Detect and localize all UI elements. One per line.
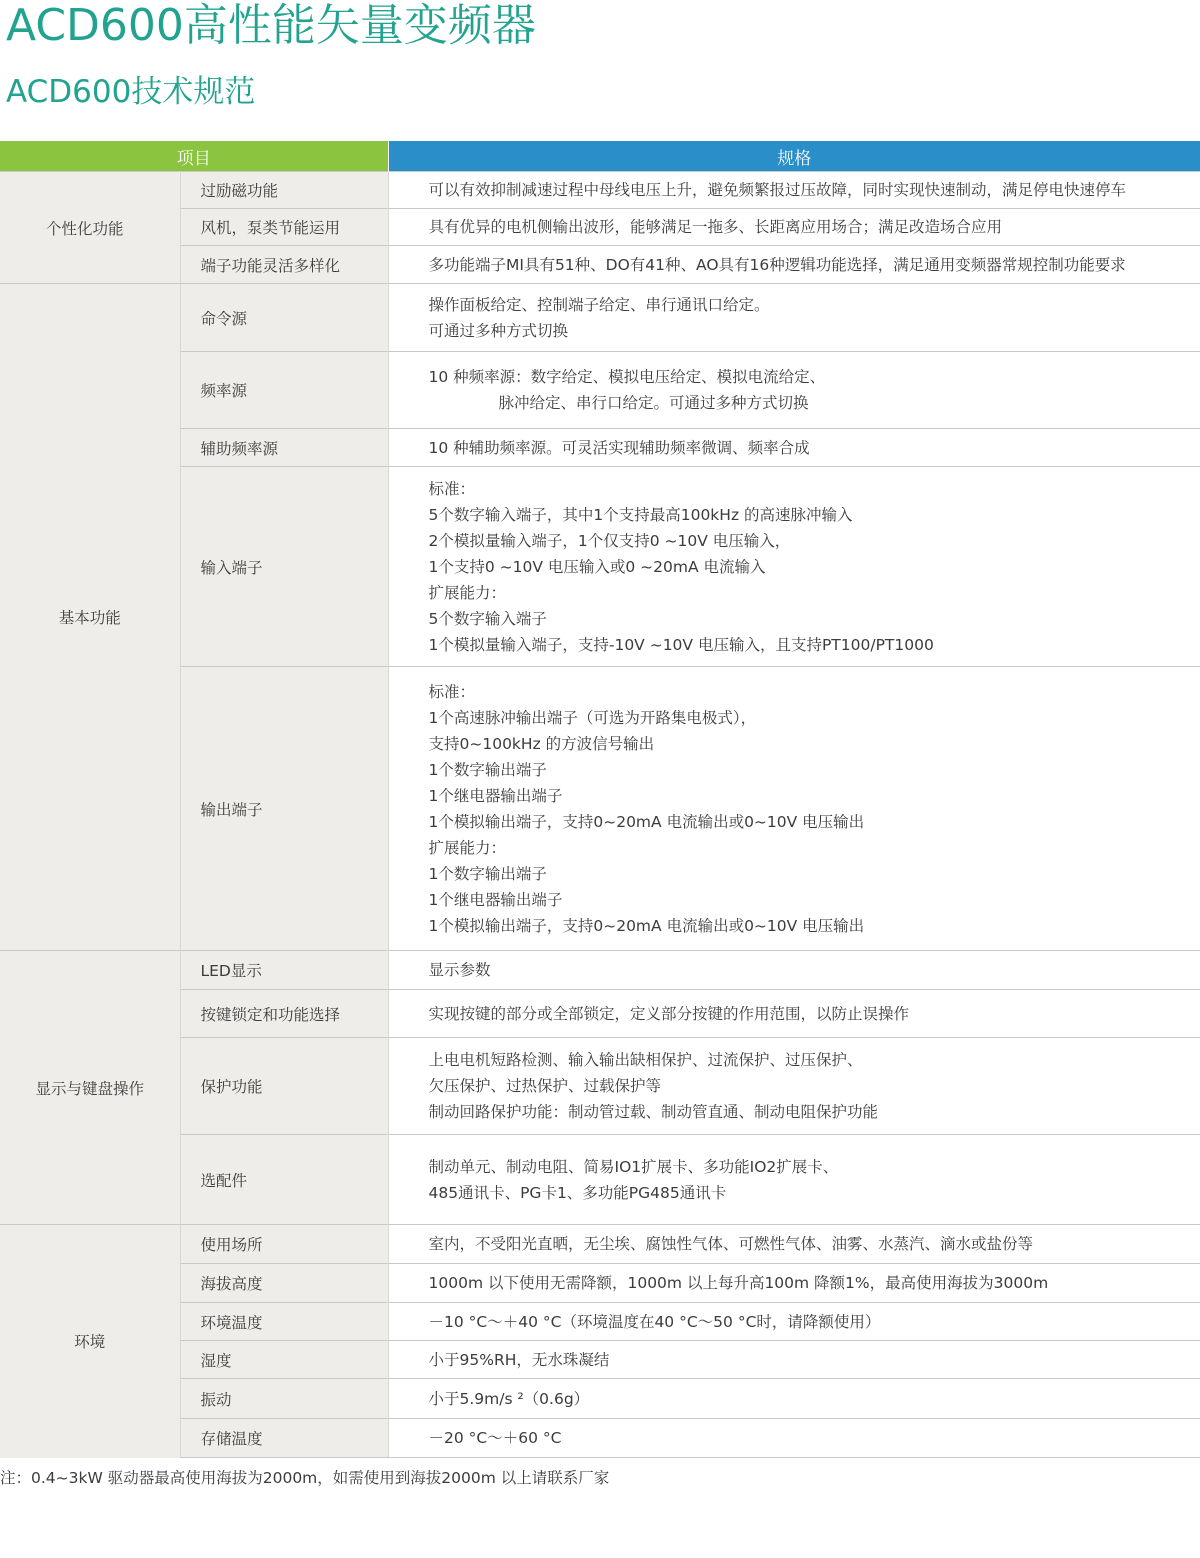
table-row xyxy=(0,246,1200,284)
spec-line: 可通过多种方式切换 xyxy=(428,321,569,340)
spec-line: 2个模拟量输入端子，1个仅支持0 ~10V 电压输入， xyxy=(428,531,791,550)
spec-line: 5个数字输入端子 xyxy=(428,609,547,628)
item-label: 环境温度 xyxy=(180,1303,388,1341)
spec-line: －20 °C～＋60 °C xyxy=(428,1429,562,1447)
spec-line: 1个继电器输出端子 xyxy=(428,786,563,805)
spec-value xyxy=(388,1038,1200,1135)
group-label-personalized-functions: 个性化功能 xyxy=(0,172,180,284)
spec-value xyxy=(388,1264,1200,1303)
table-row xyxy=(0,352,1200,429)
item-label: 使用场所 xyxy=(180,1225,388,1264)
spec-line: 欠压保护、过热保护、过载保护等 xyxy=(428,1077,662,1095)
spec-line: 标准： xyxy=(428,479,476,498)
spec-line: 10 种辅助频率源。可灵活实现辅助频率微调、频率合成 xyxy=(428,438,810,457)
item-label: 频率源 xyxy=(180,352,388,429)
item-label: 输出端子 xyxy=(180,667,388,951)
item-label: 按键锁定和功能选择 xyxy=(180,990,388,1038)
spec-value xyxy=(388,1419,1200,1458)
spec-value xyxy=(388,172,1200,209)
spec-value xyxy=(388,1341,1200,1379)
table-row xyxy=(0,1303,1200,1341)
header-item: 项目 xyxy=(0,141,388,172)
table-row xyxy=(0,667,1200,951)
spec-line: 1个模拟量输入端子，支持-10V ~10V 电压输入，且支持PT100/PT1000 xyxy=(428,635,934,654)
spec-value xyxy=(388,1135,1200,1225)
spec-value xyxy=(388,209,1200,246)
spec-line: 1个模拟输出端子，支持0~20mA 电流输出或0~10V 电压输出 xyxy=(428,916,865,935)
table-header-row xyxy=(0,141,1200,172)
item-label: 输入端子 xyxy=(180,467,388,667)
spec-line: 支持0~100kHz 的方波信号输出 xyxy=(428,734,655,753)
spec-line: 扩展能力： xyxy=(428,583,507,602)
spec-line: 10 种频率源：数字给定、模拟电压给定、模拟电流给定、 xyxy=(428,368,826,386)
spec-line: 扩展能力： xyxy=(428,838,507,857)
footnote: 注：0.4~3kW 驱动器最高使用海拔为2000m，如需使用到海拔2000m 以上请联系厂家 xyxy=(0,1469,610,1487)
table-row xyxy=(0,467,1200,667)
spec-line: 485通讯卡、PG卡1、多功能PG485通讯卡 xyxy=(428,1183,727,1202)
spec-value xyxy=(388,951,1200,990)
spec-value xyxy=(388,352,1200,429)
page-title: ACD600高性能矢量变频器 xyxy=(6,0,536,51)
spec-line: 操作面板给定、控制端子给定、串行通讯口给定。 xyxy=(428,295,770,314)
item-label: 存储温度 xyxy=(180,1419,388,1458)
item-label: 端子功能灵活多样化 xyxy=(180,246,388,284)
table-row xyxy=(0,1264,1200,1303)
item-label: 保护功能 xyxy=(180,1038,388,1135)
table-row xyxy=(0,1038,1200,1135)
spec-line: 1000m 以下使用无需降额，1000m 以上每升高100m 降额1%，最高使用海拔为3000m xyxy=(428,1274,1049,1292)
spec-line: 5个数字输入端子，其中1个支持最高100kHz 的高速脉冲输入 xyxy=(428,505,853,524)
item-label: LED显示 xyxy=(180,951,388,990)
spec-line: 制动单元、制动电阻、简易IO1扩展卡、多功能IO2扩展卡、 xyxy=(428,1157,839,1176)
item-label: 海拔高度 xyxy=(180,1264,388,1303)
spec-value xyxy=(388,1225,1200,1264)
spec-line: 1个支持0 ~10V 电压输入或0 ~20mA 电流输入 xyxy=(428,557,766,576)
table-row xyxy=(0,1135,1200,1225)
table-row xyxy=(0,1379,1200,1419)
spec-value xyxy=(388,467,1200,667)
spec-value xyxy=(388,246,1200,284)
spec-line: 显示参数 xyxy=(428,961,491,979)
spec-line: 可以有效抑制减速过程中母线电压上升，避免频繁报过压故障，同时实现快速制动，满足停电快速停车 xyxy=(428,181,1127,199)
spec-line: 小于5.9m/s ²（0.6g） xyxy=(428,1389,590,1408)
spec-line: 小于95%RH，无水珠凝结 xyxy=(428,1350,610,1369)
table-row xyxy=(0,172,1200,209)
table-row xyxy=(0,429,1200,467)
spec-value xyxy=(388,1379,1200,1419)
item-label: 辅助频率源 xyxy=(180,429,388,467)
item-label: 湿度 xyxy=(180,1341,388,1379)
spec-value xyxy=(388,429,1200,467)
table-row xyxy=(0,1341,1200,1379)
spec-value xyxy=(388,284,1200,352)
table-row xyxy=(0,284,1200,352)
spec-line: 室内，不受阳光直晒，无尘埃、腐蚀性气体、可燃性气体、油雾、水蒸汽、滴水或盐份等 xyxy=(428,1235,1034,1253)
spec-table xyxy=(0,141,1200,1458)
spec-line: 1个数字输出端子 xyxy=(428,760,547,779)
group-label-display-keyboard: 显示与键盘操作 xyxy=(0,951,180,1225)
item-label: 选配件 xyxy=(180,1135,388,1225)
group-label-environment: 环境 xyxy=(0,1225,180,1458)
table-row xyxy=(0,1225,1200,1264)
spec-line: 制动回路保护功能：制动管过载、制动管直通、制动电阻保护功能 xyxy=(428,1103,879,1121)
item-label: 振动 xyxy=(180,1379,388,1419)
spec-line: 多功能端子MI具有51种、DO有41种、AO具有16种逻辑功能选择，满足通用变频器常规控制功能要求 xyxy=(428,255,1126,274)
spec-line: 1个数字输出端子 xyxy=(428,864,547,883)
spec-line: 1个继电器输出端子 xyxy=(428,890,563,909)
table-row xyxy=(0,209,1200,246)
spec-line: 1个高速脉冲输出端子（可选为开路集电极式）， xyxy=(428,708,757,727)
spec-line: 上电电机短路检测、输入输出缺相保护、过流保护、过压保护、 xyxy=(428,1051,863,1069)
spec-line: 脉冲给定、串行口给定。可通过多种方式切换 xyxy=(498,394,809,412)
item-label: 命令源 xyxy=(180,284,388,352)
item-label: 过励磁功能 xyxy=(180,172,388,209)
table-row xyxy=(0,951,1200,990)
spec-value xyxy=(388,1303,1200,1341)
spec-line: －10 °C～＋40 °C（环境温度在40 °C～50 °C时，请降额使用） xyxy=(428,1312,881,1331)
spec-value xyxy=(388,990,1200,1038)
spec-line: 实现按键的部分或全部锁定，定义部分按键的作用范围，以防止误操作 xyxy=(428,1004,910,1023)
page-subtitle: ACD600技术规范 xyxy=(6,74,256,110)
spec-line: 1个模拟输出端子，支持0~20mA 电流输出或0~10V 电压输出 xyxy=(428,812,865,831)
spec-line: 具有优异的电机侧输出波形，能够满足一拖多、长距离应用场合；满足改造场合应用 xyxy=(428,218,1003,236)
group-label-basic-functions: 基本功能 xyxy=(0,284,180,951)
spec-value xyxy=(388,667,1200,951)
item-label: 风机，泵类节能运用 xyxy=(180,209,388,246)
table-row xyxy=(0,990,1200,1038)
spec-line: 标准： xyxy=(428,682,476,701)
header-spec: 规格 xyxy=(388,141,1200,172)
table-row xyxy=(0,1419,1200,1458)
